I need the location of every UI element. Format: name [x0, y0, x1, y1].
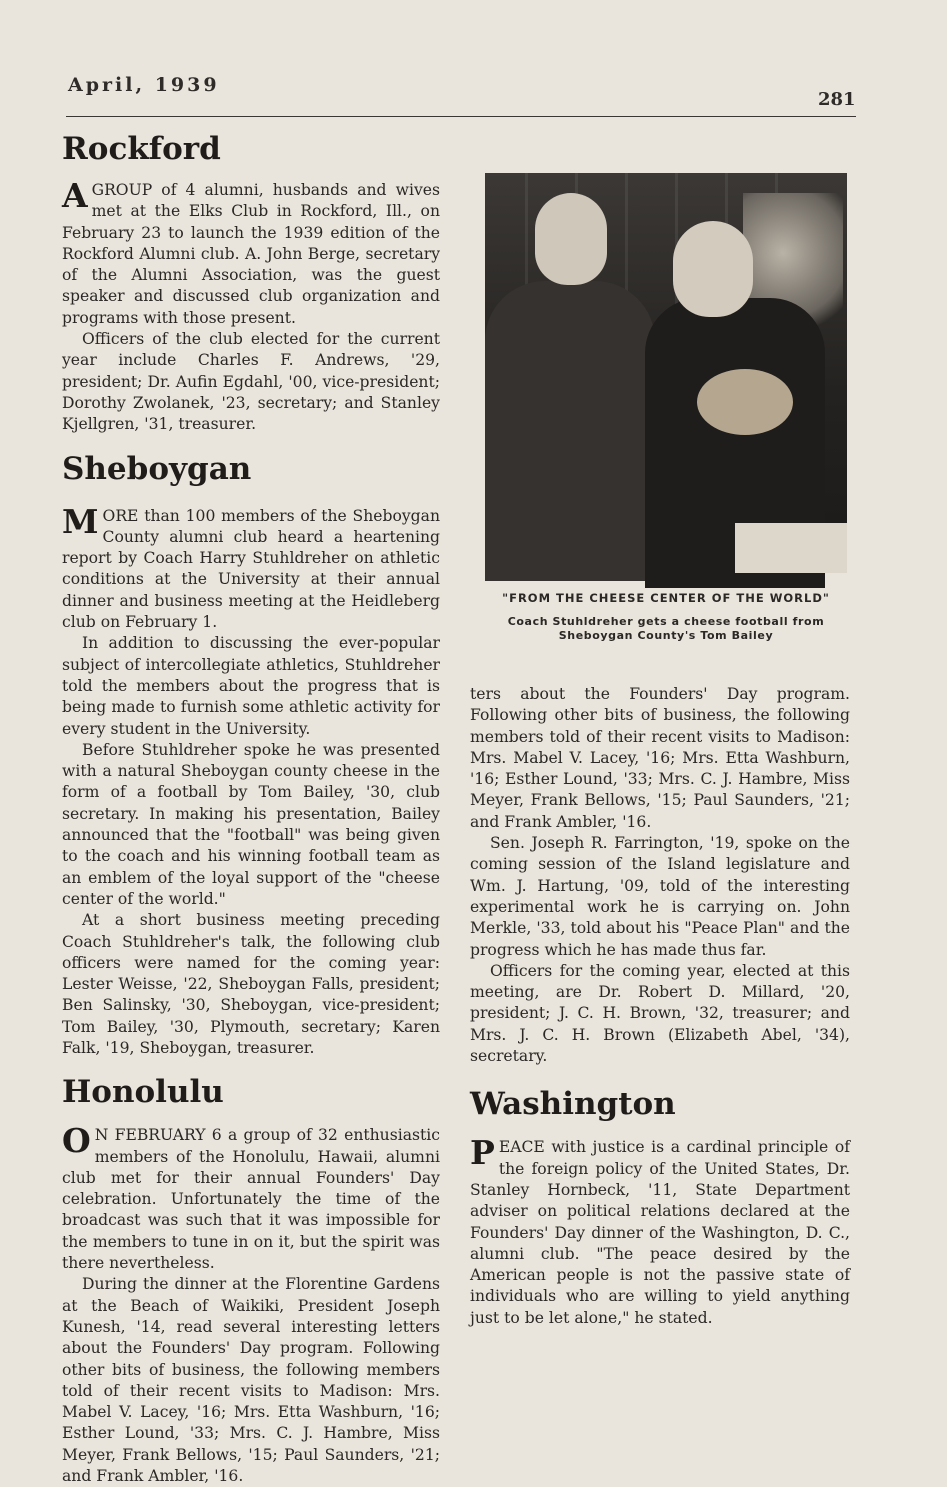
honolulu-paragraph-4: Officers for the coming year, elected at this meeting, are Dr. Robert D. Millard, '20, president; J. C. H. Brown, '32, treasurer; and Mrs. J. C. H. Brown (Elizabeth Abel, '34), secretary.: [470, 961, 850, 1066]
section-heading-sheboygan: Sheboygan: [62, 450, 252, 487]
honolulu-paragraph-2: During the dinner at the Florentine Gardens at the Beach of Waikiki, President Joseph Kunesh, '14, read several interesting letters about the Founders' Day program. Following other bits of business, the following members told of their recent visits to Madison: Mrs. Mabel V. Lacey, '16; Mrs. Etta Washburn, '16; Esther Lound, '33; Mrs. C. J. Hambre, Miss Meyer, Frank Bellows, '15; Paul Saunders, '21; and Frank Ambler, '16.: [62, 1275, 440, 1486]
sheboygan-paragraph-4: At a short business meeting preceding Coach Stuhldreher's talk, the following club officers were named for the coming year: Lester Weisse, '22, Sheboygan Falls, president; Ben Salinsky, '30, Sheboygan, vice-president; Tom Bailey, '30, Plymouth, secretary; Karen Falk, '19, Sheboygan, treasurer.: [62, 911, 440, 1057]
right-column: [470, 684, 850, 1329]
caption-title: "FROM THE CHEESE CENTER OF THE WORLD": [502, 591, 830, 605]
rockford-paragraph-2: Officers of the club elected for the current year include Charles F. Andrews, '29, president; Dr. Aufin Egdahl, '00, vice-president; Dorothy Zwolanek, '23, secretary; and Stanley Kjellgren, '31, treasurer.: [62, 330, 440, 434]
washington-paragraph-1: PEACE with justice is a cardinal principle of the foreign policy of the United States, Dr. Stanley Hornbeck, '11, State Department adviser on political relations declared at the Founders' Day dinner of the Washington, D. C., alumni club. "The peace desired by the American people is not the passive state of individuals who are willing to yield anything just to be let alone," he stated.: [470, 1133, 850, 1327]
section-heading-rockford: Rockford: [62, 131, 221, 167]
honolulu-paragraph-1: O N FEBRUARY 6 a group of 32 enthusiastic members of the Honolulu, Hawaii, alumni club met for their annual Founders' Day celebration. Unfortunately the time of the broadcast was such that it was impossible for the members to tune in on it, but the spirit was there nevertheless.: [62, 1121, 440, 1273]
header-rule: [66, 116, 856, 117]
section-heading-honolulu: Honolulu: [62, 1074, 224, 1111]
dropcap: A: [62, 176, 88, 215]
cheese-football: [697, 369, 793, 435]
page-number: 281: [818, 89, 856, 110]
person-right-head: [673, 221, 753, 317]
person-left: [485, 281, 655, 581]
sheboygan-paragraph-3: Before Stuhldreher spoke he was presented with a natural Sheboygan county cheese in the form of a football by Tom Bailey, '30, club secretary. In making his presentation, Bailey announced that the "football" was being given to the coach and his winning football team as an emblem of the loyal support of the "cheese center of the world.": [62, 740, 440, 908]
honolulu-paragraph-2-continued: ters about the Founders' Day program. Following other bits of business, the following members told of their recent visits to Madison: Mrs. Mabel V. Lacey, '16; Mrs. Etta Washburn, '16; Esther Lound, '33; Mrs. C. J. Hambre, Miss Meyer, Frank Bellows, '15; Paul Saunders, '21; and Frank Ambler, '16.: [470, 685, 850, 831]
honolulu-paragraph-3: Sen. Joseph R. Farrington, '19, spoke on the coming session of the Island legislature and Wm. J. Hartung, '09, told of the interesting experimental work he is carrying on. John Merkle, '33, told about his "Peace Plan" and the progress which he has made thus far.: [470, 834, 850, 959]
person-left-head: [535, 193, 607, 285]
sheboygan-paragraph-2: In addition to discussing the ever-popular subject of intercollegiate athletics, Stuhldreher told the members about the progress that is being made to furnish some athletic activity for every student in the University.: [62, 634, 440, 738]
sheboygan-paragraph-1: MORE than 100 members of the Sheboygan County alumni club heard a heartening report by Coach Harry Stuhldreher on athletic conditions at the University at their annual dinner and business meeting at the Heidleberg club on February 1.: [62, 501, 440, 632]
section-heading-washington: Washington: [470, 1086, 676, 1123]
dropcap: M: [62, 501, 99, 541]
rockford-paragraph-1: AGROUP of 4 alumni, husbands and wives met at the Elks Club in Rockford, Ill., on February 23 to launch the 1939 edition of the Rockford Alumni club. A. John Berge, secretary of the Alumni Association, was the guest speaker and discussed club organization and programs with those present.: [62, 176, 440, 327]
photo-cheese-football: [485, 173, 847, 570]
table: [735, 523, 847, 573]
dropcap: P: [470, 1133, 495, 1173]
issue-date: April, 1939: [68, 74, 220, 96]
left-column: [62, 130, 440, 1486]
caption-text: Coach Stuhldreher gets a cheese football from Sheboygan County's Tom Bailey: [507, 615, 825, 642]
photo-caption: [485, 591, 847, 643]
dropcap: O: [62, 1121, 91, 1161]
